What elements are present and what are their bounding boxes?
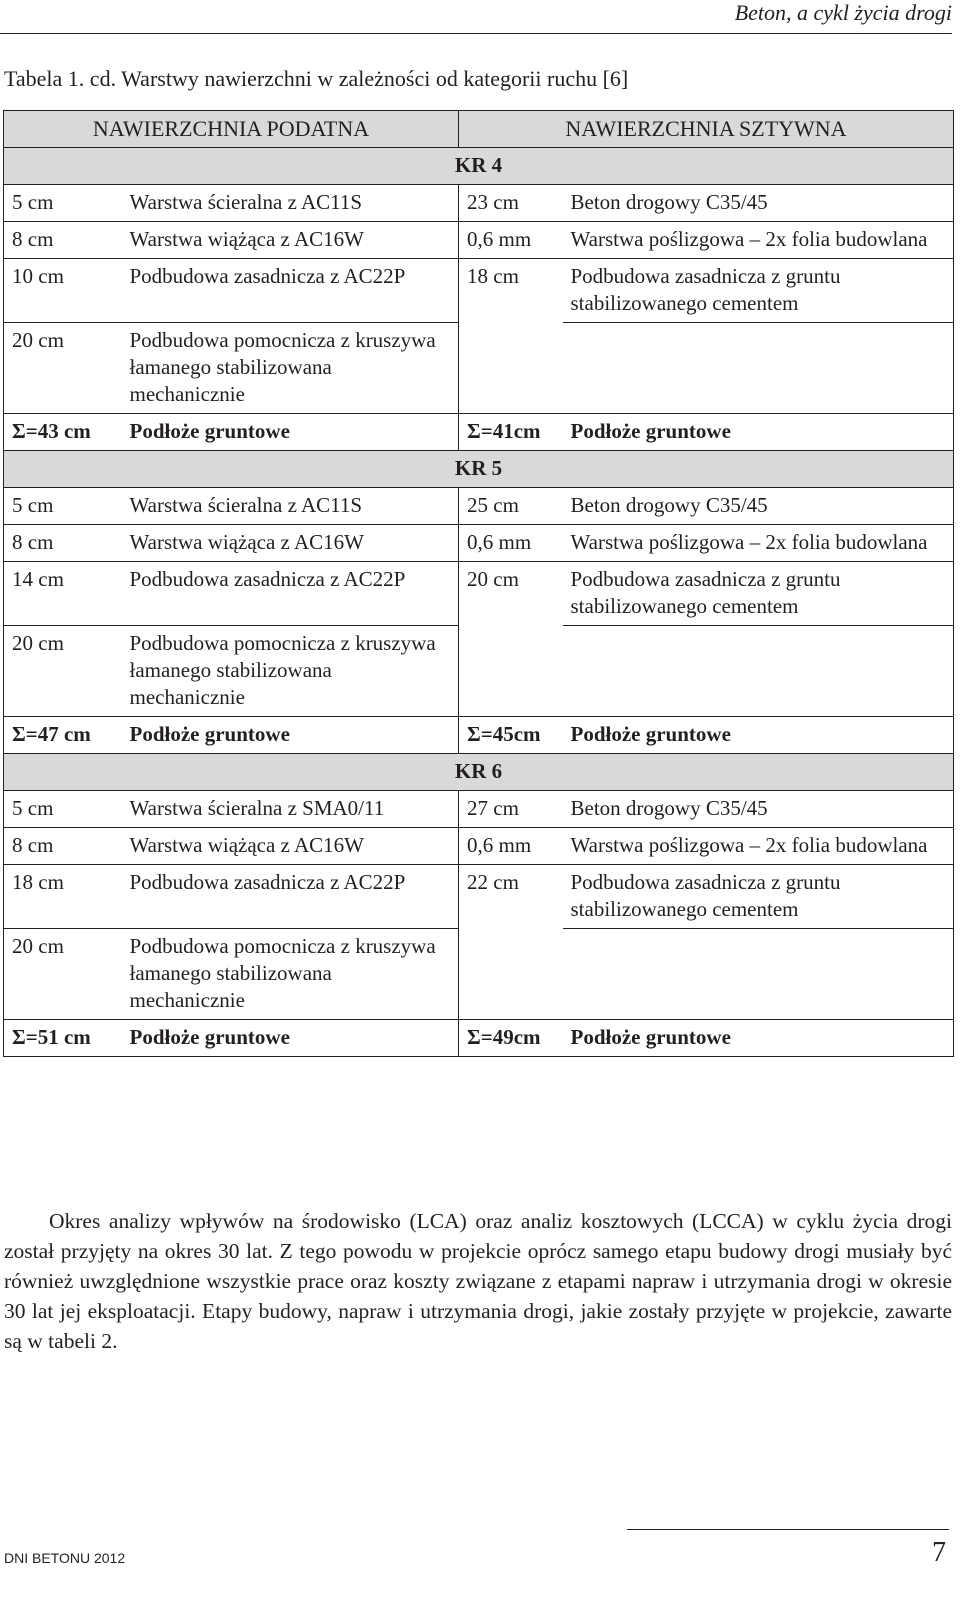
flexible-layer: Warstwa ścieralna z AC11S	[122, 185, 459, 222]
table-row	[4, 323, 954, 414]
rigid-thickness: 20 cm	[459, 562, 563, 626]
sum-row	[4, 717, 954, 754]
table-row	[4, 626, 954, 717]
rigid-layer-empty	[563, 929, 954, 1020]
flexible-layer: Podbudowa zasadnicza z AC22P	[122, 562, 459, 626]
rigid-layer: Podbudowa zasadnicza z gruntu stabilizowanego cementem	[563, 865, 954, 929]
rigid-layer: Beton drogowy C35/45	[563, 185, 954, 222]
rigid-subgrade: Podłoże gruntowe	[563, 1020, 954, 1057]
flexible-total-thickness: Σ=43 cm	[4, 414, 122, 451]
table-caption: Tabela 1. cd. Warstwy nawierzchni w zależności od kategorii ruchu [6]	[4, 66, 629, 91]
table-row	[4, 791, 954, 828]
rigid-layer: Warstwa poślizgowa – 2x folia budowlana	[563, 525, 954, 562]
table-row	[4, 929, 954, 1020]
flexible-layer: Warstwa ścieralna z AC11S	[122, 488, 459, 525]
running-head-title: Beton, a cykl życia drogi	[734, 0, 952, 25]
rigid-total-thickness: Σ=45cm	[459, 717, 563, 754]
traffic-category-label: KR 6	[4, 754, 954, 791]
flexible-thickness: 5 cm	[4, 488, 122, 525]
rigid-thickness: 18 cm	[459, 259, 563, 323]
flexible-layer: Warstwa wiążąca z AC16W	[122, 222, 459, 259]
section-header-row	[4, 754, 954, 791]
rigid-total-thickness: Σ=41cm	[459, 414, 563, 451]
rigid-thickness: 0,6 mm	[459, 828, 563, 865]
flexible-thickness: 20 cm	[4, 323, 122, 414]
flexible-subgrade: Podłoże gruntowe	[122, 717, 459, 754]
traffic-category-label: KR 4	[4, 148, 954, 185]
rigid-thickness-empty	[459, 626, 563, 717]
rigid-subgrade: Podłoże gruntowe	[563, 717, 954, 754]
traffic-category-label: KR 5	[4, 451, 954, 488]
table-header-row	[4, 111, 954, 148]
rigid-thickness: 0,6 mm	[459, 222, 563, 259]
rigid-layer: Warstwa poślizgowa – 2x folia budowlana	[563, 222, 954, 259]
flexible-thickness: 20 cm	[4, 626, 122, 717]
table-row	[4, 222, 954, 259]
flexible-layer: Podbudowa zasadnicza z AC22P	[122, 865, 459, 929]
footer-conference: DNI BETONU 2012	[4, 1550, 126, 1566]
flexible-layer: Podbudowa zasadnicza z AC22P	[122, 259, 459, 323]
rigid-thickness: 25 cm	[459, 488, 563, 525]
flexible-thickness: 8 cm	[4, 525, 122, 562]
flexible-total-thickness: Σ=47 cm	[4, 717, 122, 754]
rigid-thickness: 27 cm	[459, 791, 563, 828]
rigid-layer: Beton drogowy C35/45	[563, 791, 954, 828]
flexible-thickness: 8 cm	[4, 828, 122, 865]
layers-table-body	[4, 111, 954, 1057]
flexible-thickness: 8 cm	[4, 222, 122, 259]
flexible-layer: Warstwa wiążąca z AC16W	[122, 828, 459, 865]
table-row	[4, 562, 954, 626]
flexible-thickness: 10 cm	[4, 259, 122, 323]
flexible-total-thickness: Σ=51 cm	[4, 1020, 122, 1057]
flexible-thickness: 18 cm	[4, 865, 122, 929]
sum-row	[4, 1020, 954, 1057]
rigid-thickness: 23 cm	[459, 185, 563, 222]
rigid-layer: Podbudowa zasadnicza z gruntu stabilizowanego cementem	[563, 259, 954, 323]
rigid-subgrade: Podłoże gruntowe	[563, 414, 954, 451]
running-head	[0, 0, 952, 34]
rigid-thickness: 0,6 mm	[459, 525, 563, 562]
section-header-row	[4, 148, 954, 185]
rigid-layer-empty	[563, 323, 954, 414]
rigid-thickness-empty	[459, 323, 563, 414]
rigid-layer: Warstwa poślizgowa – 2x folia budowlana	[563, 828, 954, 865]
rigid-total-thickness: Σ=49cm	[459, 1020, 563, 1057]
table-row	[4, 259, 954, 323]
flexible-thickness: 20 cm	[4, 929, 122, 1020]
body-paragraph: Okres analizy wpływów na środowisko (LCA) oraz analiz kosztowych (LCCA) w cyklu życia drogi został przyjęty na okres 30 lat. Z tego powodu w projekcie oprócz samego etapu budowy drogi musiały być również uwzględnione wszystkie prace oraz koszty związane z etapami napraw i utrzymania drogi w okresie 30 lat jej eksploatacji. Etapy budowy, napraw i utrzymania drogi, jakie zostały przyjęte w projekcie, zawarte są w tabeli 2.	[4, 1209, 952, 1353]
layers-table	[3, 110, 954, 1057]
table-row	[4, 525, 954, 562]
rigid-thickness-empty	[459, 929, 563, 1020]
rigid-thickness: 22 cm	[459, 865, 563, 929]
table-row	[4, 828, 954, 865]
table-row	[4, 185, 954, 222]
flexible-thickness: 5 cm	[4, 185, 122, 222]
footer-rule	[627, 1529, 949, 1530]
rigid-layer: Beton drogowy C35/45	[563, 488, 954, 525]
section-header-row	[4, 451, 954, 488]
flexible-layer: Podbudowa pomocnicza z kruszywa łamanego stabilizowana mechanicznie	[122, 626, 459, 717]
flexible-layer: Warstwa wiążąca z AC16W	[122, 525, 459, 562]
flexible-layer: Warstwa ścieralna z SMA0/11	[122, 791, 459, 828]
table-row	[4, 865, 954, 929]
flexible-thickness: 5 cm	[4, 791, 122, 828]
header-flexible: NAWIERZCHNIA PODATNA	[4, 111, 459, 148]
flexible-thickness: 14 cm	[4, 562, 122, 626]
flexible-layer: Podbudowa pomocnicza z kruszywa łamanego stabilizowana mechanicznie	[122, 929, 459, 1020]
flexible-subgrade: Podłoże gruntowe	[122, 1020, 459, 1057]
flexible-layer: Podbudowa pomocnicza z kruszywa łamanego stabilizowana mechanicznie	[122, 323, 459, 414]
rigid-layer-empty	[563, 626, 954, 717]
rigid-layer: Podbudowa zasadnicza z gruntu stabilizowanego cementem	[563, 562, 954, 626]
flexible-subgrade: Podłoże gruntowe	[122, 414, 459, 451]
sum-row	[4, 414, 954, 451]
header-rigid: NAWIERZCHNIA SZTYWNA	[459, 111, 954, 148]
page-number: 7	[932, 1537, 946, 1568]
table-row	[4, 488, 954, 525]
